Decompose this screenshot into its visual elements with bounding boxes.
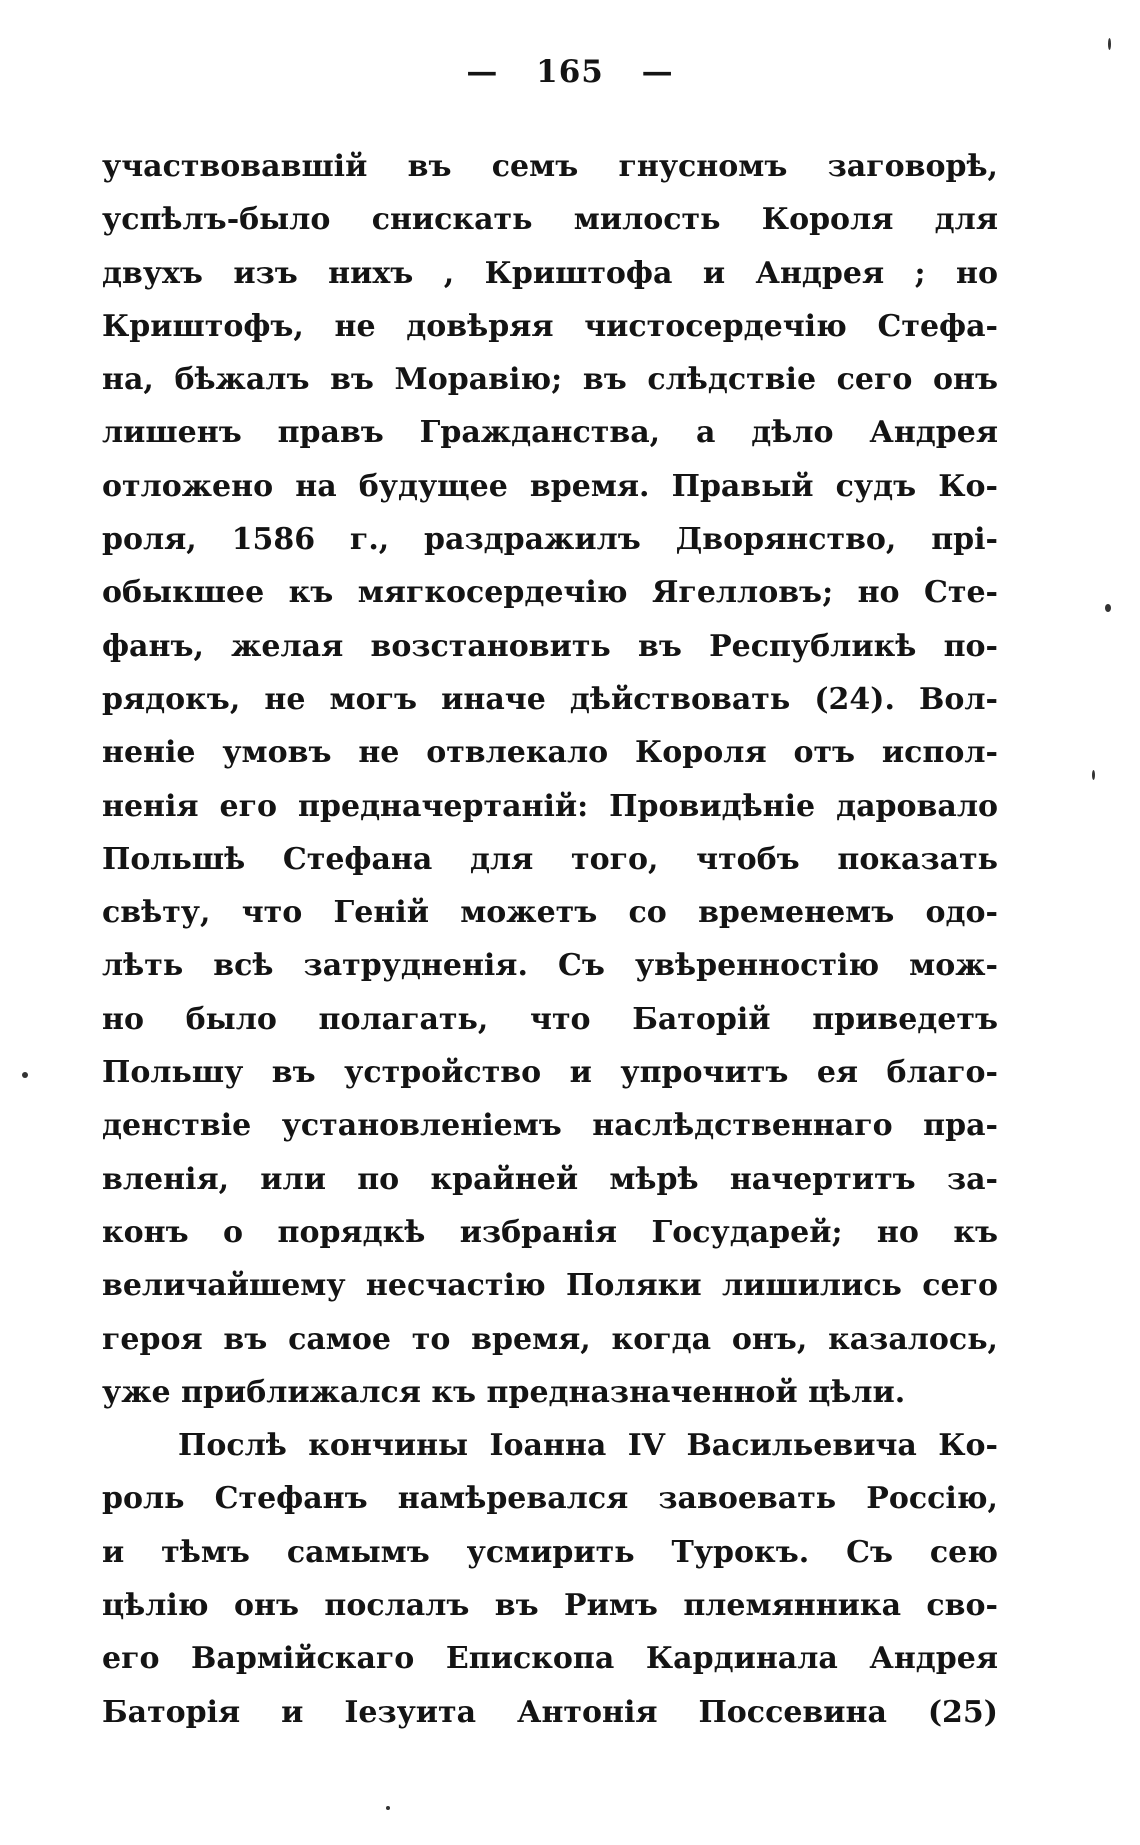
text-line: но было полагать, что Баторій приведетъ — [102, 1001, 998, 1037]
text-line: участвовавшій въ семъ гнусномъ заговорѣ, — [102, 149, 998, 184]
text-line: успѣлъ-было снискать милость Короля для — [102, 202, 998, 238]
text-line: Польшѣ Стефана для того, чтобъ показать — [102, 841, 998, 877]
text-line: двухъ изъ нихъ , Криштофа и Андрея ; но — [102, 255, 998, 291]
text-line: Криштофъ, не довѣряя чистосердечію Стефа- — [102, 308, 998, 344]
body-text — [102, 140, 998, 1739]
scan-speck — [1108, 38, 1111, 50]
scan-speck — [1105, 604, 1111, 612]
text-line: лѣть всѣ затрудненія. Съ увѣренностію мож- — [102, 948, 998, 984]
header-dash-right: — — [641, 54, 674, 90]
text-line: величайшему несчастію Поляки лишились сего — [102, 1268, 998, 1304]
paragraph-start-line: Послѣ кончины Іоанна IV Васильевича Ко- — [178, 1428, 998, 1464]
text-line: отложено на будущее время. Правый судъ Ко- — [102, 468, 998, 504]
page-header — [0, 54, 1140, 90]
scan-speck — [386, 1806, 390, 1810]
text-line: вленія, или по крайней мѣрѣ начертитъ за- — [102, 1161, 998, 1197]
text-line: его Вармійскаго Епископа Кардинала Андрея — [102, 1641, 998, 1677]
text-line: цѣлію онъ послалъ въ Римъ племянника сво- — [102, 1588, 998, 1624]
text-line: роль Стефанъ намѣревался завоевать Россію, — [102, 1481, 998, 1517]
text-line: Баторія и Іезуита Антонія Поссевина (25) — [102, 1694, 998, 1730]
text-line: фанъ, желая возстановить въ Республикѣ по- — [102, 628, 998, 664]
text-line: неніе умовъ не отвлекало Короля отъ испол- — [102, 735, 998, 771]
text-line: роля, 1586 г., раздражилъ Дворянство, прі- — [102, 522, 998, 558]
header-dash-left: — — [466, 54, 499, 90]
text-line: конъ о порядкѣ избранія Государей; но къ — [102, 1214, 998, 1250]
page-number: 165 — [536, 54, 604, 90]
text-line: героя въ самое то время, когда онъ, казалось, — [102, 1321, 998, 1357]
text-line: на, бѣжалъ въ Моравію; въ слѣдствіе сего онъ — [102, 362, 998, 398]
text-line: свѣту, что Геній можетъ со временемъ одо- — [102, 895, 998, 931]
scan-speck — [1092, 770, 1095, 780]
text-line: ненія его предначертаній: Провидѣніе даровало — [102, 788, 998, 824]
text-line: лишенъ правъ Гражданства, а дѣло Андрея — [102, 415, 998, 451]
text-line: Польшу въ устройство и упрочитъ ея благо- — [102, 1055, 998, 1091]
text-line: и тѣмъ самымъ усмирить Турокъ. Съ сею — [102, 1534, 998, 1570]
text-line: обыкшее къ мягкосердечію Ягелловъ; но Сте- — [102, 575, 998, 611]
text-line: рядокъ, не могъ иначе дѣйствовать (24). Вол- — [102, 681, 998, 717]
scan-speck — [22, 1072, 28, 1078]
paragraph-end-line: уже приближался къ предназначенной цѣли. — [102, 1374, 906, 1410]
text-line: денствіе установленіемъ наслѣдственнаго пра- — [102, 1108, 998, 1144]
